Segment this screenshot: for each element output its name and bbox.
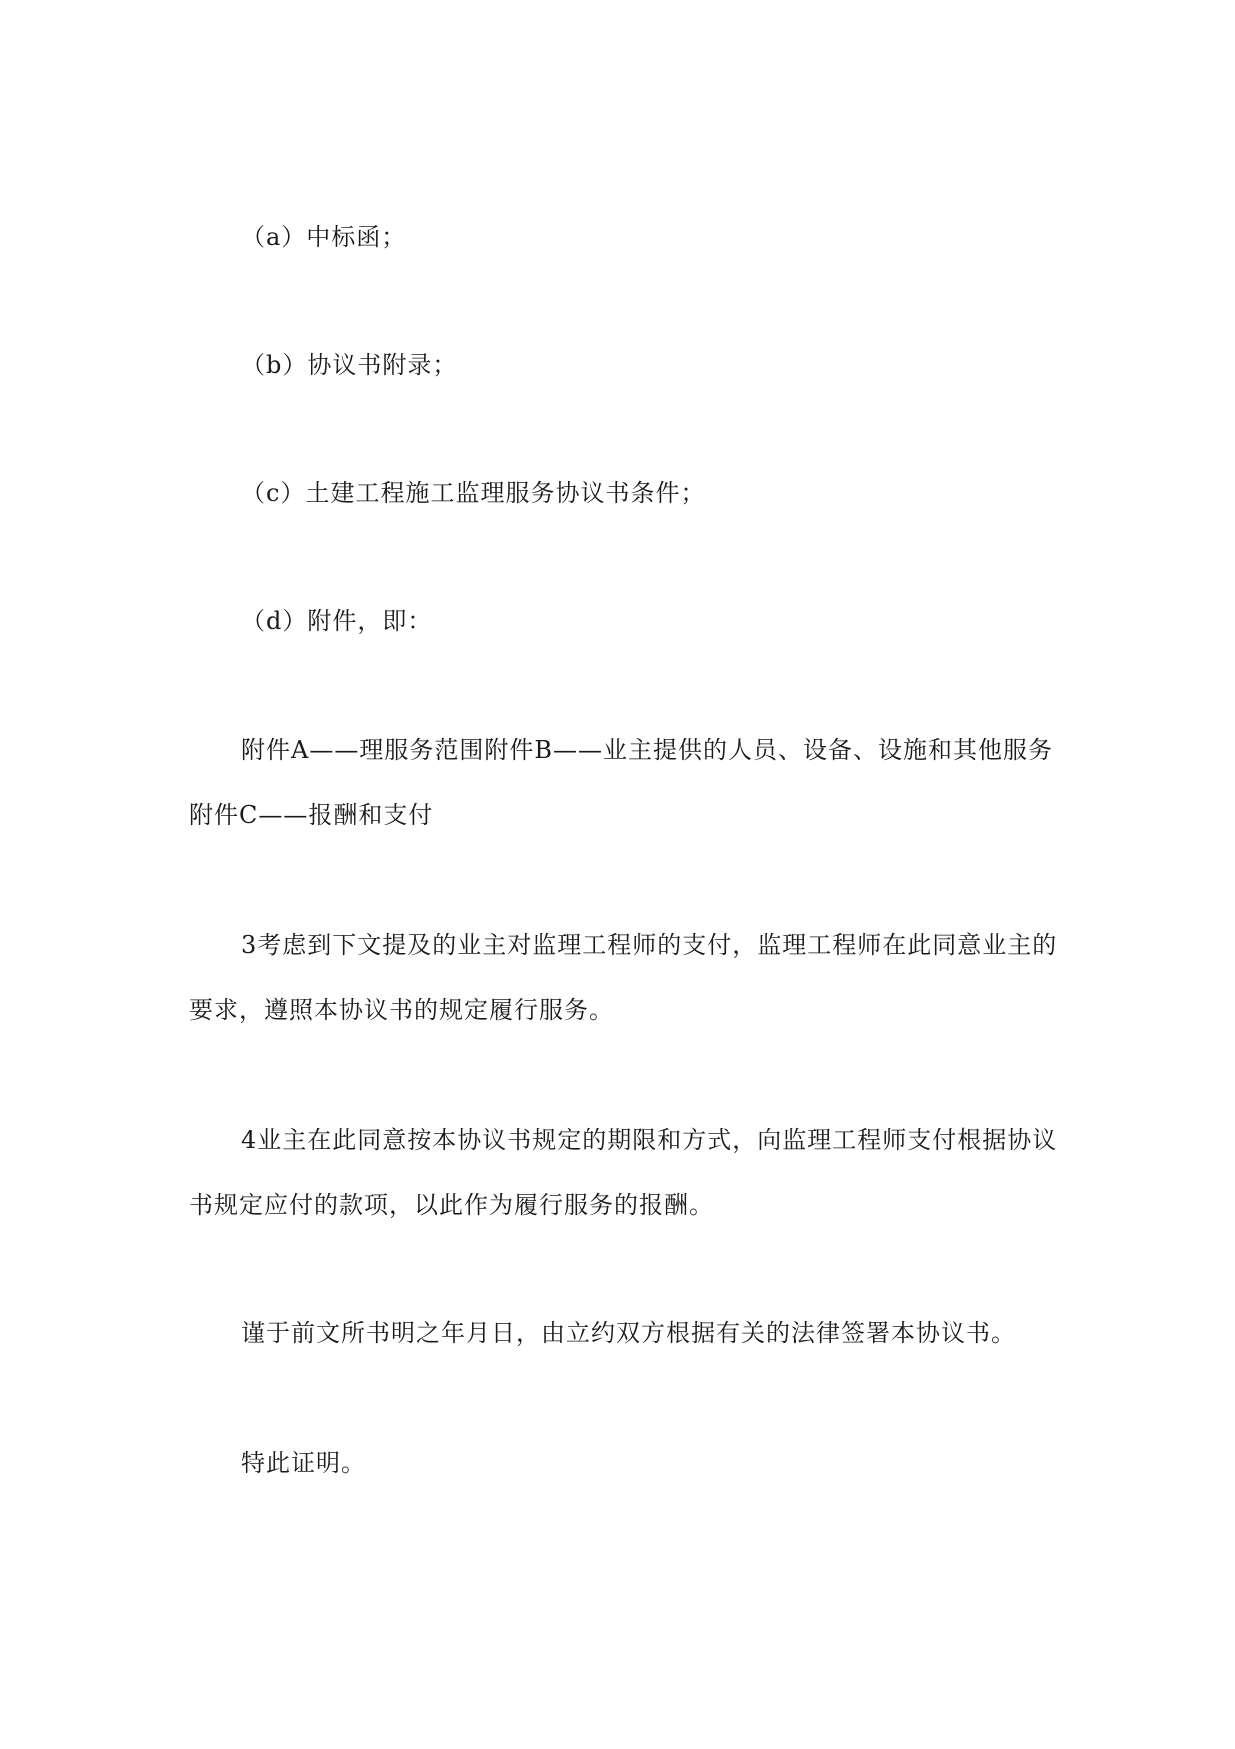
item-a: （a）中标函； (241, 223, 407, 251)
clause-4-line-1: 4业主在此同意按本协议书规定的期限和方式，向监理工程师支付根据协议 (241, 1126, 1058, 1154)
clause-4-line-2: 书规定应付的款项，以此作为履行服务的报酬。 (189, 1191, 714, 1219)
item-b: （b）协议书附录； (241, 351, 458, 379)
item-c: （c）土建工程施工监理服务协议书条件； (241, 479, 706, 507)
clause-3-line-2: 要求，遵照本协议书的规定履行服务。 (189, 996, 614, 1024)
clause-3-line-1: 3考虑到下文提及的业主对监理工程师的支付，监理工程师在此同意业主的 (241, 931, 1058, 959)
witness-statement: 谨于前文所书明之年月日，由立约双方根据有关的法律签署本协议书。 (241, 1319, 1016, 1347)
item-d: （d）附件，即： (241, 607, 433, 635)
closing-statement: 特此证明。 (241, 1449, 366, 1477)
attachments-line-1: 附件A——理服务范围附件B——业主提供的人员、设备、设施和其他服务 (241, 736, 1053, 764)
attachments-line-2: 附件C——报酬和支付 (189, 801, 434, 829)
